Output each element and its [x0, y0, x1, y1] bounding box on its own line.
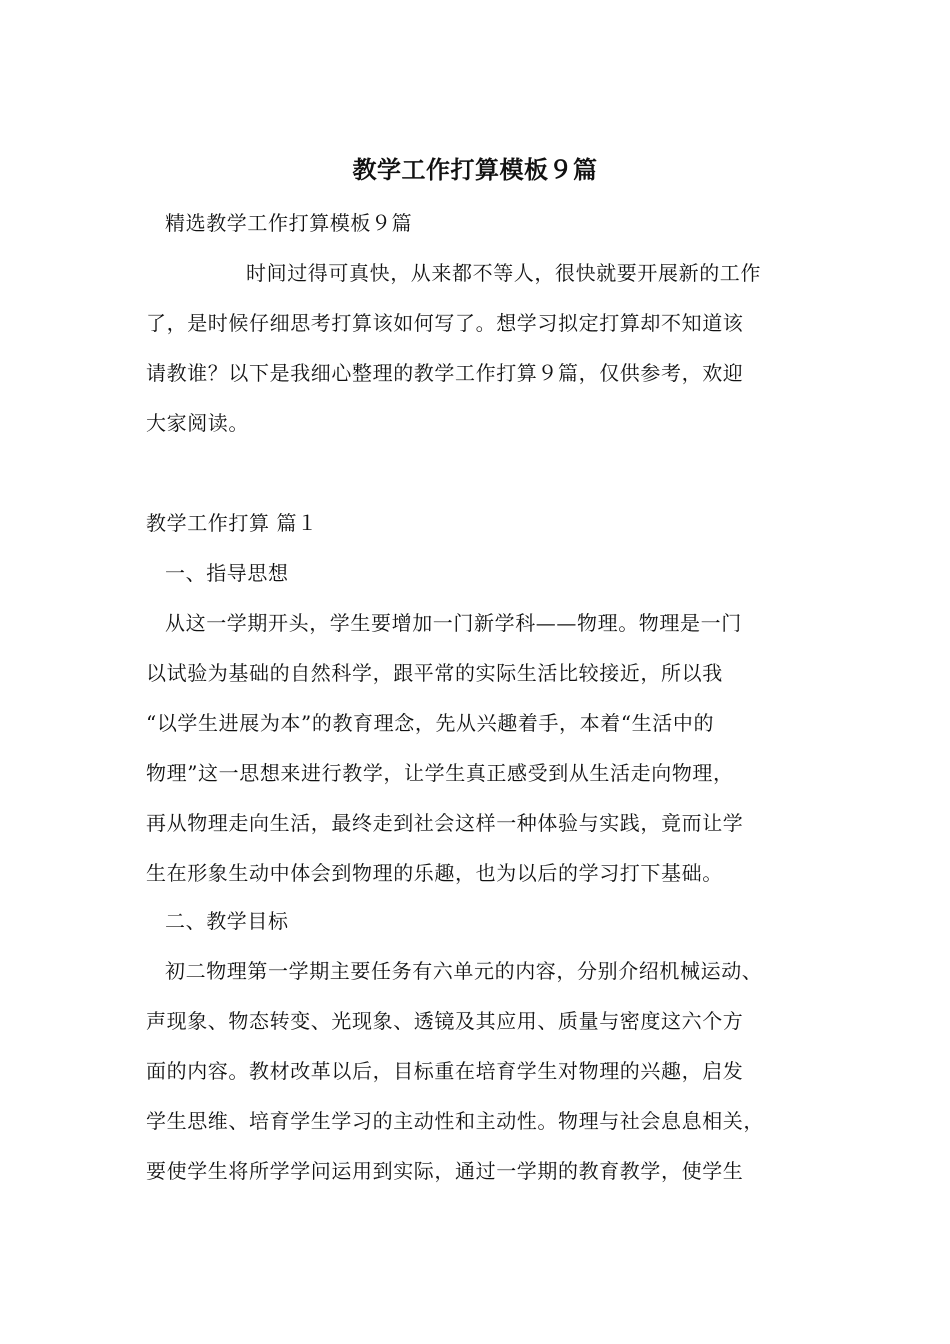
paragraph-line: 物理”这一思想来进行教学，让学生真正感受到从生活走向物理， — [146, 761, 734, 785]
intro-line: 大家阅读。 — [146, 411, 249, 435]
paragraph-line: 生在形象生动中体会到物理的乐趣，也为以后的学习打下基础。 — [146, 861, 723, 885]
section-title: 教学工作打算 篇１ — [146, 511, 318, 535]
paragraph-line: 初二物理第一学期主要任务有六单元的内容，分别介绍机械运动、 — [165, 959, 763, 983]
document-subtitle: 精选教学工作打算模板９篇 — [165, 211, 413, 235]
paragraph-line: 面的内容。教材改革以后，目标重在培育学生对物理的兴趣，启发 — [146, 1059, 744, 1083]
paragraph-line: 要使学生将所学学问运用到实际，通过一学期的教育教学，使学生 — [146, 1159, 744, 1183]
paragraph-line: 学生思维、培育学生学习的主动性和主动性。物理与社会息息相关， — [146, 1109, 764, 1133]
paragraph-line: 声现象、物态转变、光现象、透镜及其应用、质量与密度这六个方 — [146, 1009, 744, 1033]
section-heading-guiding-thought: 一、指导思想 — [165, 561, 289, 585]
paragraph-line: 再从物理走向生活，最终走到社会这样一种体验与实践，竟而让学 — [146, 811, 744, 835]
intro-line: 了，是时候仔细思考打算该如何写了。想学习拟定打算却不知道该 — [146, 311, 744, 335]
paragraph-line: 以试验为基础的自然科学，跟平常的实际生活比较接近，所以我 — [146, 661, 723, 685]
document-title: 教学工作打算模板９篇 — [352, 156, 598, 184]
intro-line: 请教谁？以下是我细心整理的教学工作打算９篇，仅供参考，欢迎 — [146, 361, 744, 385]
paragraph-line: 从这一学期开头，学生要增加一门新学科——物理。物理是一门 — [165, 611, 742, 635]
section-heading-teaching-goals: 二、教学目标 — [165, 909, 289, 933]
intro-line: 时间过得可真快，从来都不等人，很快就要开展新的工作 — [246, 261, 761, 285]
paragraph-line: “以学生进展为本”的教育理念，先从兴趣着手，本着“生活中的 — [146, 711, 715, 735]
